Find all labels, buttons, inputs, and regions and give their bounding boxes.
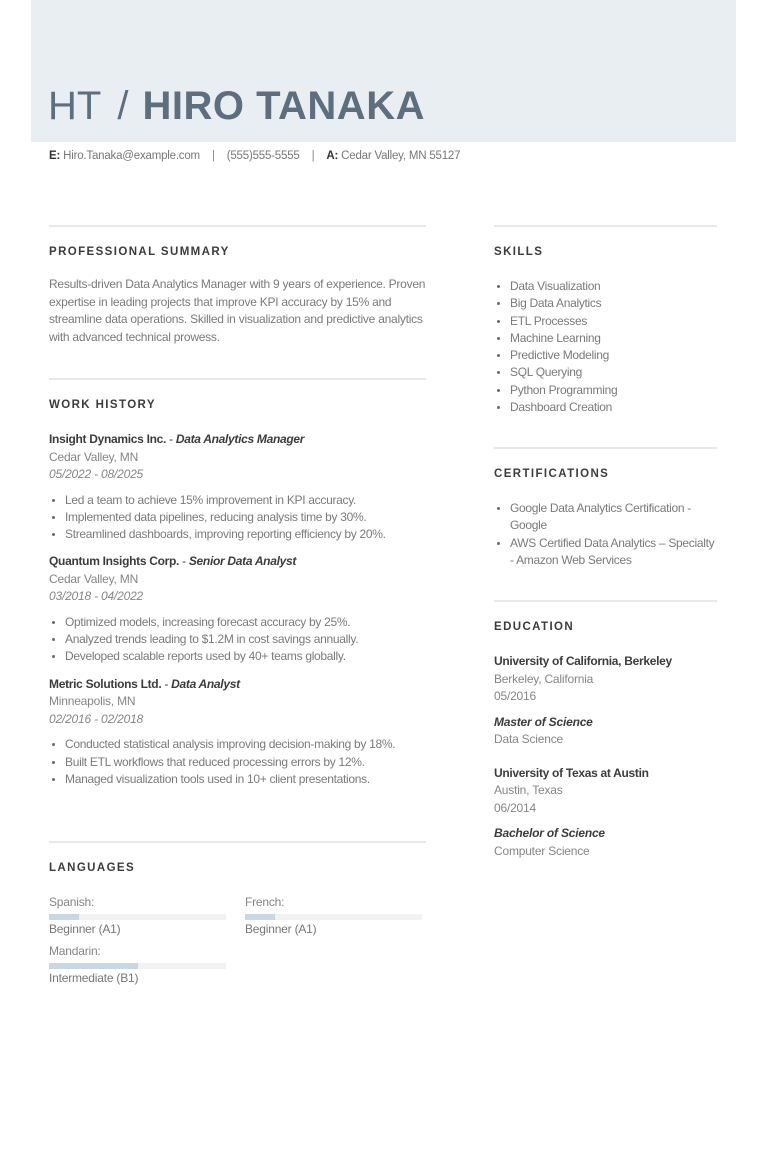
summary-text: Results-driven Data Analytics Manager with 9 years of experience. Proven expertise in leading projects that improve KPI accuracy by 15% and streamline data operations. Skilled in visualization and predictive analytics with advanced technical prowess.	[49, 277, 426, 344]
list-item: Conducted statistical analysis improving decision-making by 18%.	[49, 736, 426, 753]
job-heading	[49, 676, 426, 694]
job-company: Quantum Insights Corp.	[49, 554, 180, 569]
list-item: Big Data Analytics	[494, 295, 717, 312]
language-name: French:	[245, 895, 285, 909]
language-level-fill	[49, 963, 138, 969]
job-entry	[49, 553, 426, 665]
right-column	[494, 225, 717, 860]
education-location: Austin, Texas	[494, 783, 563, 797]
job-location: Cedar Valley, MN	[49, 449, 139, 464]
education-entry	[494, 653, 717, 749]
education-field: Data Science	[494, 732, 563, 746]
language-level-bar	[49, 914, 226, 920]
section-title: LANGUAGES	[49, 862, 136, 874]
full-name: HIRO TANAKA	[142, 84, 425, 128]
education-entry	[494, 765, 717, 861]
job-location: Minneapolis, MN	[49, 694, 136, 709]
section-title: CERTIFICATIONS	[494, 468, 610, 480]
job-role: Data Analyst	[171, 676, 240, 691]
job-role: Senior Data Analyst	[188, 554, 297, 569]
section-title: EDUCATION	[494, 621, 575, 633]
language-level-bar	[245, 914, 422, 920]
list-item: Analyzed trends leading to $1.2M in cost savings annually.	[49, 631, 426, 648]
language-item	[245, 894, 422, 937]
job-role: Data Analytics Manager	[175, 432, 305, 446]
job-dash: -	[161, 676, 172, 691]
education-degree: Bachelor of Science	[494, 826, 605, 840]
section-work-history	[49, 378, 426, 841]
name-initials: HT	[48, 84, 102, 128]
left-column	[49, 225, 426, 986]
list-item: Data Visualization	[494, 278, 717, 295]
education-degree: Master of Science	[494, 714, 593, 729]
list-item: Python Programming	[494, 382, 717, 399]
job-bullets	[49, 736, 426, 788]
list-item: SQL Querying	[494, 364, 717, 381]
education-date: 05/2016	[494, 689, 536, 703]
language-level: Intermediate (B1)	[49, 971, 139, 985]
list-item: Dashboard Creation	[494, 399, 717, 416]
list-item: Optimized models, increasing forecast accuracy by 25%.	[49, 614, 426, 631]
name-separator: /	[117, 84, 129, 128]
language-level: Beginner (A1)	[49, 922, 121, 936]
list-item: ETL Processes	[494, 313, 717, 330]
education-field: Computer Science	[494, 843, 590, 858]
list-item: Streamlined dashboards, improving reporting efficiency by 20%.	[49, 526, 426, 543]
job-company: Insight Dynamics Inc.	[49, 432, 167, 446]
job-heading	[49, 431, 426, 449]
language-level-fill	[49, 914, 79, 920]
section-professional-summary	[49, 225, 426, 378]
language-level-bar	[49, 963, 226, 969]
phone-value[interactable]: (555)555-5555	[226, 150, 300, 162]
list-item: Machine Learning	[494, 330, 717, 347]
list-item: Developed scalable reports used by 40+ teams globally.	[49, 648, 426, 665]
list-item: Built ETL workflows that reduced processing errors by 12%.	[49, 754, 426, 771]
section-skills	[494, 225, 717, 447]
address-label: A:	[326, 150, 339, 162]
education-school: University of California, Berkeley	[494, 654, 672, 668]
language-item	[49, 894, 226, 937]
section-education	[494, 600, 717, 860]
job-dash: -	[179, 554, 189, 569]
job-entry	[49, 676, 426, 788]
page-title	[48, 84, 425, 128]
list-item: Managed visualization tools used in 10+ client presentations.	[49, 771, 426, 788]
list-item: Led a team to achieve 15% improvement in KPI accuracy.	[49, 492, 426, 509]
job-bullets	[49, 614, 426, 666]
list-item: Implemented data pipelines, reducing analysis time by 30%.	[49, 509, 426, 526]
skills-list	[494, 278, 717, 416]
education-location: Berkeley, California	[494, 671, 594, 686]
certifications-list	[494, 500, 717, 569]
email-label: E:	[49, 150, 61, 162]
list-item: AWS Certified Data Analytics – Specialty - Amazon Web Services	[494, 535, 717, 570]
job-location: Cedar Valley, MN	[49, 571, 139, 586]
language-name: Mandarin:	[49, 944, 101, 958]
job-company: Metric Solutions Ltd.	[49, 676, 162, 691]
section-certifications	[494, 447, 717, 600]
language-level-fill	[245, 914, 275, 920]
job-dates: 02/2016 - 02/2018	[49, 711, 144, 726]
job-dates: 03/2018 - 04/2022	[49, 589, 144, 604]
list-item: Predictive Modeling	[494, 347, 717, 364]
language-grid	[49, 894, 426, 986]
section-title: PROFESSIONAL SUMMARY	[49, 246, 230, 258]
language-item	[49, 943, 226, 986]
section-title: SKILLS	[494, 246, 544, 258]
job-bullets	[49, 492, 426, 544]
job-heading	[49, 553, 426, 571]
section-title: WORK HISTORY	[49, 399, 156, 411]
section-languages	[49, 841, 426, 986]
contact-divider: |	[211, 150, 215, 162]
job-dates: 05/2022 - 08/2025	[49, 467, 144, 481]
list-item: Google Data Analytics Certification - Google	[494, 500, 717, 535]
contact-divider: |	[311, 150, 315, 162]
language-name: Spanish:	[49, 895, 95, 909]
contact-line	[49, 150, 460, 162]
address-value: Cedar Valley, MN 55127	[341, 150, 461, 162]
language-level: Beginner (A1)	[245, 922, 317, 936]
education-date: 06/2014	[494, 800, 536, 815]
job-dash: -	[166, 432, 176, 446]
education-school: University of Texas at Austin	[494, 765, 649, 780]
email-value[interactable]: Hiro.Tanaka@example.com	[63, 150, 200, 162]
job-entry	[49, 431, 426, 543]
